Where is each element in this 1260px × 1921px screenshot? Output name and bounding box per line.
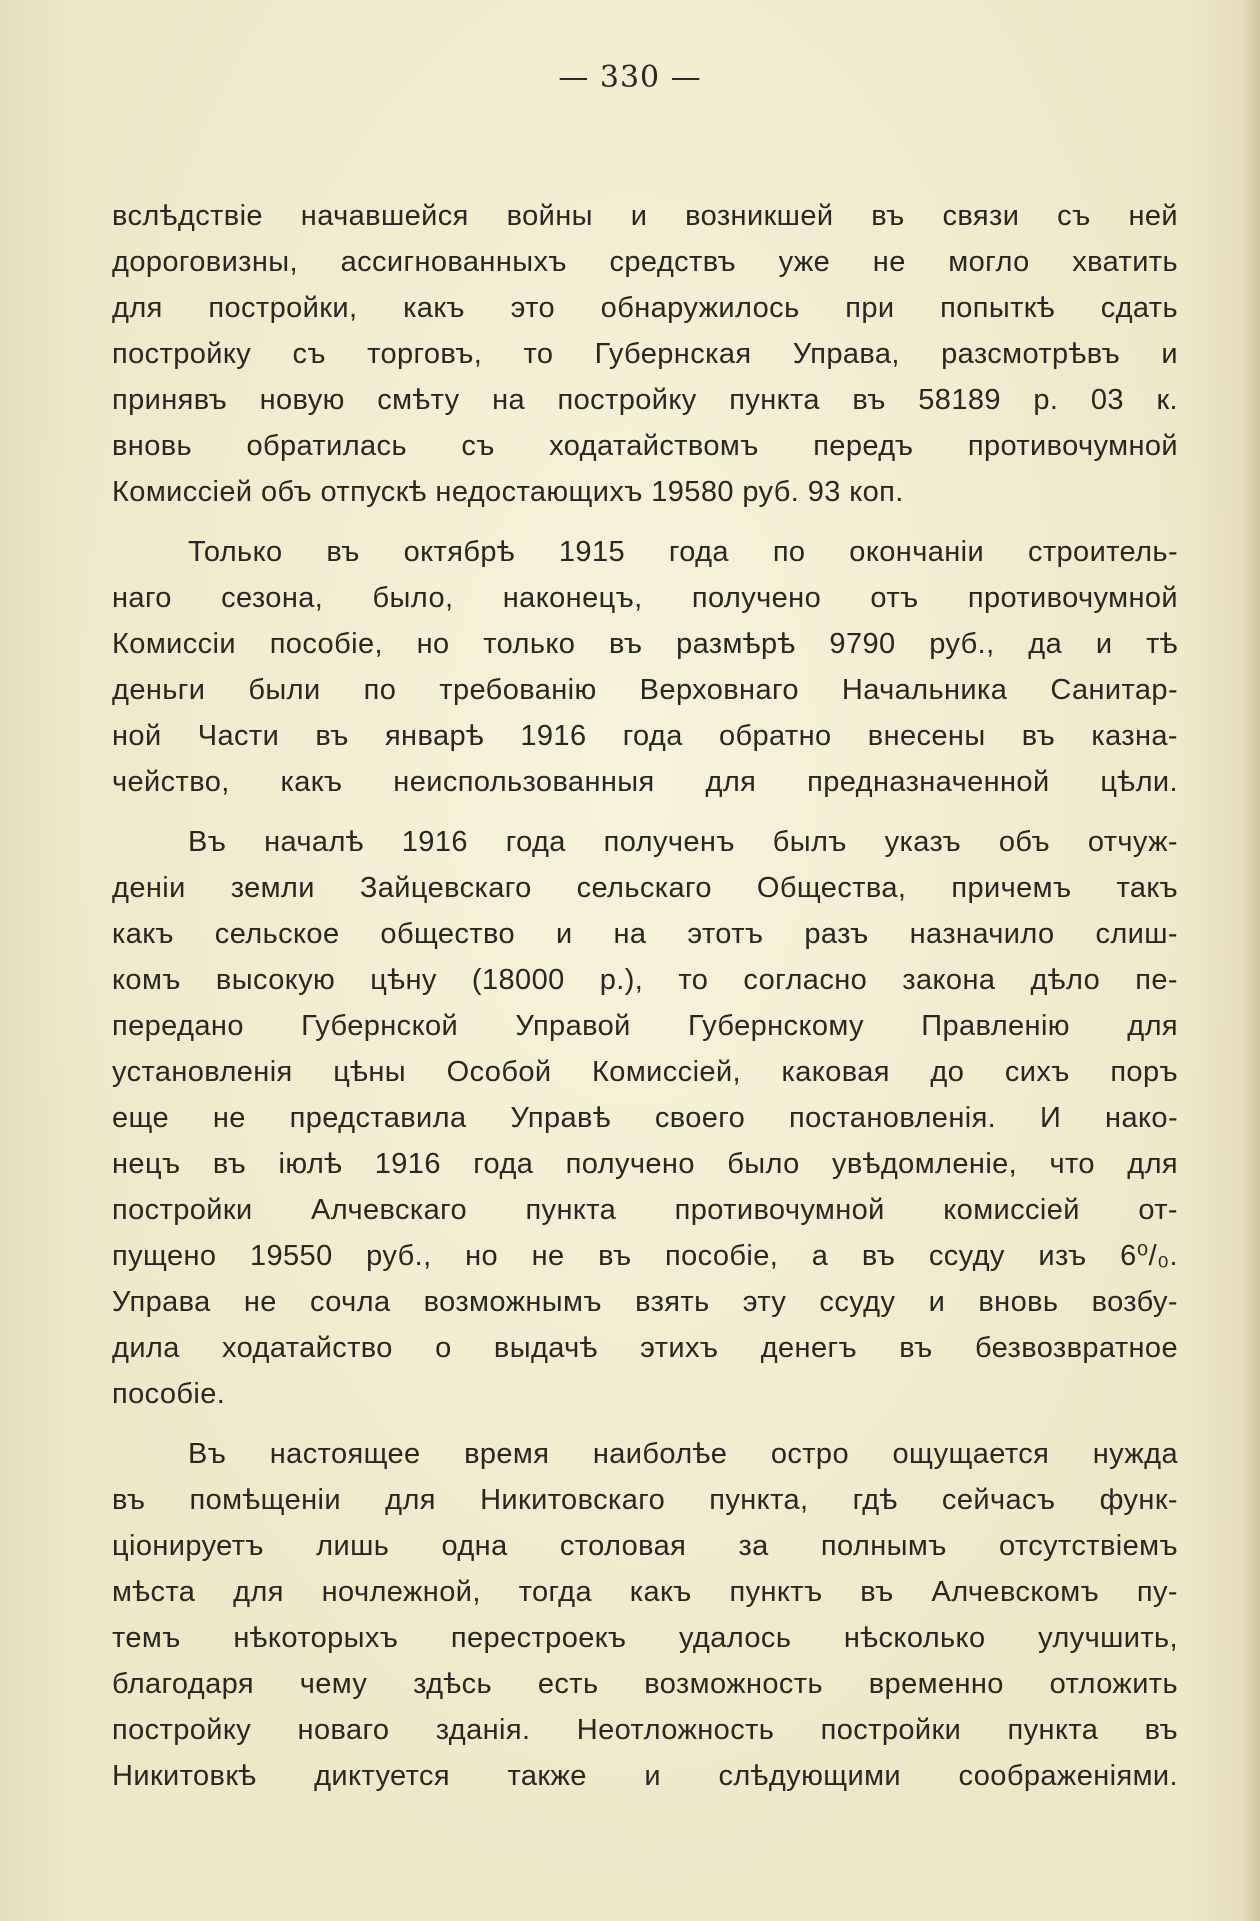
text-line: постройку новаго зданія. Неотложность постройки пункта въ xyxy=(112,1714,1178,1746)
text-line: принявъ новую смѣту на постройку пункта въ 58189 р. 03 к. xyxy=(112,384,1178,416)
text-line: Управа не сочла возможнымъ взять эту ссуду и вновь возбу- xyxy=(112,1286,1178,1318)
text-line: деньги были по требованію Верховнаго Начальника Санитар- xyxy=(112,674,1178,706)
text-line: въ помѣщеніи для Никитовскаго пункта, гдѣ сейчасъ функ- xyxy=(112,1484,1178,1516)
text-line: Въ началѣ 1916 года полученъ былъ указъ объ отчуж- xyxy=(188,826,1178,858)
text-line: чейство, какъ неиспользованныя для предназначенной цѣли. xyxy=(112,766,1178,798)
text-line: комъ высокую цѣну (18000 р.), то согласно закона дѣло пе- xyxy=(112,964,1178,996)
text-line: установленія цѣны Особой Комиссіей, каковая до сихъ поръ xyxy=(112,1056,1178,1088)
paragraph-4 xyxy=(112,1431,1178,1799)
text-line: мѣста для ночлежной, тогда какъ пунктъ въ Алчевскомъ пу- xyxy=(112,1576,1178,1608)
text-line: Комиссiей объ отпускѣ недостающихъ 19580 руб. 93 коп. xyxy=(112,476,904,508)
text-line: передано Губернской Управой Губернскому Правленію для xyxy=(112,1010,1178,1042)
text-line: деніи земли Зайцевскаго сельскаго Общества, причемъ такъ xyxy=(112,872,1178,904)
text-line: постройку съ торговъ, то Губернская Управа, разсмотрѣвъ и xyxy=(112,338,1178,370)
text-line: пособіе. xyxy=(112,1378,226,1410)
text-line: ціонируетъ лишь одна столовая за полнымъ отсутствіемъ xyxy=(112,1530,1178,1562)
text-line: постройки Алчевскаго пункта противочумной комиссіей от- xyxy=(112,1194,1178,1226)
text-line: еще не представила Управѣ своего постановленія. И нако- xyxy=(112,1102,1178,1134)
paragraph-2 xyxy=(112,529,1178,805)
paragraph-1 xyxy=(112,193,1178,515)
text-line: вновь обратилась съ ходатайствомъ передъ противочумной xyxy=(112,430,1178,462)
text-line: благодаря чему здѣсь есть возможность временно отложить xyxy=(112,1668,1178,1700)
text-line: темъ нѣкоторыхъ перестроекъ удалось нѣсколько улучшить, xyxy=(112,1622,1178,1654)
text-line: нецъ въ іюлѣ 1916 года получено было увѣдомленіе, что для xyxy=(112,1148,1178,1180)
body-text xyxy=(112,193,1178,1799)
text-line: дороговизны, ассигнованныхъ средствъ уже не могло хватить xyxy=(112,246,1178,278)
text-line: ной Части въ январѣ 1916 года обратно внесены въ казна- xyxy=(112,720,1178,752)
text-line: Никитовкѣ диктуется также и слѣдующими соображеніями. xyxy=(112,1760,1178,1792)
page-number: — 330 — xyxy=(558,60,702,95)
text-line: пущено 19550 руб., но не въ пособіе, а въ ссуду изъ 6⁰/₀. xyxy=(112,1240,1178,1272)
text-line: наго сезона, было, наконецъ, получено отъ противочумной xyxy=(112,582,1178,614)
text-line: вслѣдствіе начавшейся войны и возникшей въ связи съ ней xyxy=(112,200,1178,232)
text-line: Комиссіи пособіе, но только въ размѣрѣ 9790 руб., да и тѣ xyxy=(112,628,1178,660)
text-line: дила ходатайство о выдачѣ этихъ денегъ въ безвозвратное xyxy=(112,1332,1178,1364)
text-line: для постройки, какъ это обнаружилось при попыткѣ сдать xyxy=(112,292,1178,324)
text-line: Въ настоящее время наиболѣе остро ощущается нужда xyxy=(188,1438,1178,1470)
paragraph-3 xyxy=(112,819,1178,1417)
text-line: какъ сельское общество и на этотъ разъ назначило слиш- xyxy=(112,918,1178,950)
text-line: Только въ октябрѣ 1915 года по окончаніи строитель- xyxy=(188,536,1178,568)
